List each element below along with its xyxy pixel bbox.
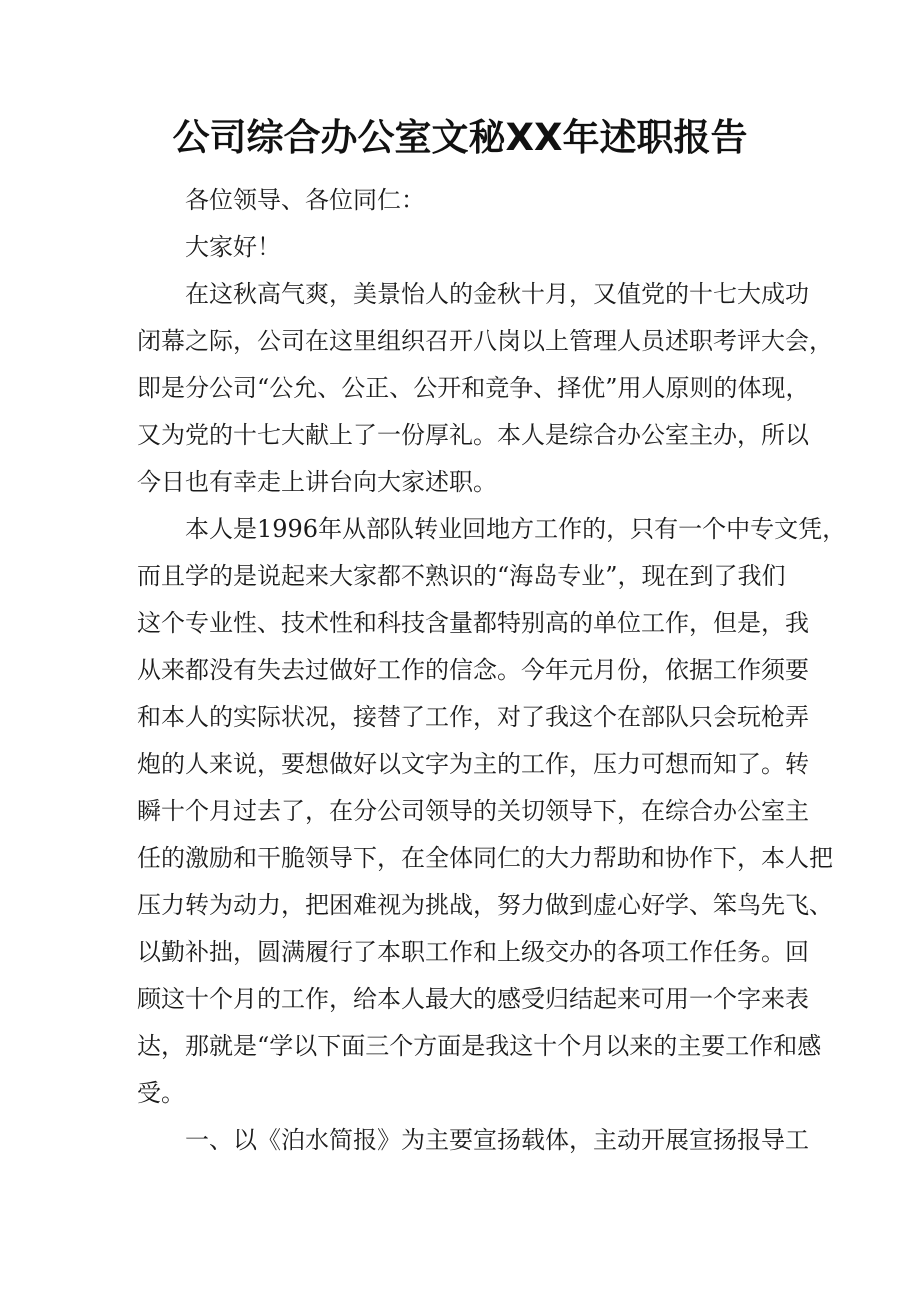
text-line: 在这秋高气爽，美景怡人的金秋十月，又值党的十七大成功 bbox=[185, 280, 809, 308]
section-heading-paragraph bbox=[137, 1117, 809, 1164]
background-paragraph bbox=[137, 506, 847, 1117]
text-line: 大家好！ bbox=[185, 233, 281, 261]
text-line: 顾这十个月的工作，给本人最大的感受归结起来可用一个字来表 bbox=[137, 985, 809, 1013]
document-body bbox=[137, 177, 847, 1164]
text-line: 压力转为动力，把困难视为挑战，努力做到虚心好学、笨鸟先飞、 bbox=[137, 891, 833, 919]
text-line: 又为党的十七大献上了一份厚礼。本人是综合办公室主办，所以 bbox=[137, 421, 809, 449]
intro-paragraph bbox=[137, 271, 833, 506]
text-line: 达，那就是“学以下面三个方面是我这十个月以来的主要工作和感 bbox=[137, 1032, 822, 1060]
greeting-paragraph bbox=[137, 224, 797, 271]
text-line: 瞬十个月过去了，在分公司领导的关切领导下，在综合办公室主 bbox=[137, 797, 809, 825]
document-title: 公司综合办公室文秘XX年述职报告 bbox=[172, 116, 748, 159]
text-line: 而且学的是说起来大家都不熟识的“海岛专业”，现在到了我们 bbox=[137, 562, 786, 590]
salutation-paragraph bbox=[137, 177, 797, 224]
text-line: 即是分公司“公允、公正、公开和竞争、择优”用人原则的体现， bbox=[137, 374, 810, 402]
text-line: 闭幕之际，公司在这里组织召开八岗以上管理人员述职考评大会， bbox=[137, 327, 833, 355]
text-line: 从来都没有失去过做好工作的信念。今年元月份，依据工作须要 bbox=[137, 656, 809, 684]
text-line: 以勤补拙，圆满履行了本职工作和上级交办的各项工作任务。回 bbox=[137, 938, 809, 966]
text-line: 一、以《泊水简报》为主要宣扬载体，主动开展宣扬报导工 bbox=[185, 1126, 809, 1154]
text-line: 各位领导、各位同仁： bbox=[185, 186, 425, 214]
text-line: 和本人的实际状况，接替了工作，对了我这个在部队只会玩枪弄 bbox=[137, 703, 809, 731]
text-line: 炮的人来说，要想做好以文字为主的工作，压力可想而知了。转 bbox=[137, 750, 809, 778]
text-line: 今日也有幸走上讲台向大家述职。 bbox=[137, 468, 497, 496]
text-line: 受。 bbox=[137, 1079, 185, 1107]
text-line: 任的激励和干脆领导下，在全体同仁的大力帮助和协作下，本人把 bbox=[137, 844, 833, 872]
text-line: 这个专业性、技术性和科技含量都特别高的单位工作，但是，我 bbox=[137, 609, 809, 637]
text-line: 本人是1996年从部队转业回地方工作的，只有一个中专文凭， bbox=[185, 515, 847, 543]
